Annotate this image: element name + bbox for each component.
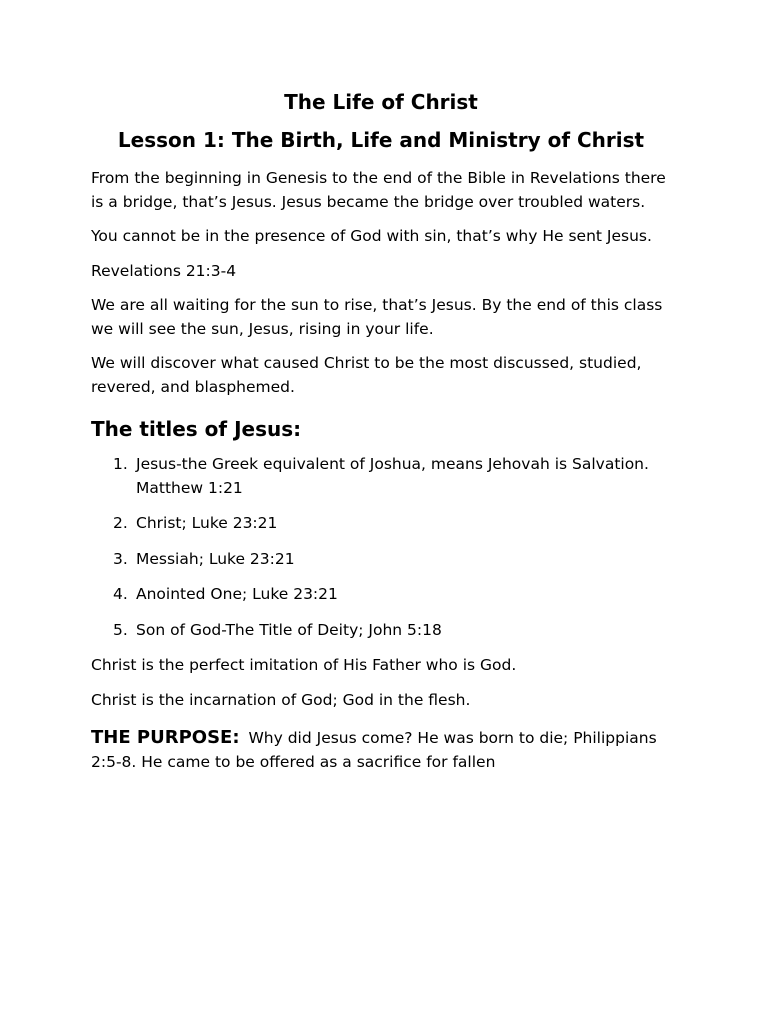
list-item [113, 548, 671, 572]
document-title: The Life of Christ [284, 90, 478, 114]
list-item-text: Son of God-The Title of Deity; John 5:18 [136, 620, 442, 639]
list-item-text: Jesus-the Greek equivalent of Joshua, means Jehovah is Salvation. Matthew 1:21 [136, 455, 649, 497]
purpose-paragraph [91, 726, 671, 774]
list-item-number: 4. [113, 585, 128, 603]
paragraph-bridge: From the beginning in Genesis to the end of the Bible in Revelations there is a bridge, that’s Jesus. Jesus became the bridge over troubled waters. [91, 169, 666, 211]
paragraph-discover: We will discover what caused Christ to be the most discussed, studied, revered, and blasphemed. [91, 354, 642, 396]
lesson-title: Lesson 1: The Birth, Life and Ministry of Christ [117, 128, 645, 152]
list-item-number: 3. [113, 549, 128, 568]
list-item-text: Anointed One; Luke 23:21 [136, 585, 338, 603]
paragraph-scripture-ref: Revelations 21:3-4 [91, 261, 237, 280]
list-item-text: Messiah; Luke 23:21 [136, 549, 295, 568]
purpose-text: Why did Jesus come? He was born to die; Philippians 2:5-8. He came to be offered as a sacrifice for fallen [91, 729, 657, 771]
paragraph-incarnation: Christ is the incarnation of God; God in the flesh. [91, 690, 471, 709]
list-item-number: 1. [113, 455, 128, 473]
list-item [113, 619, 671, 643]
titles-list [91, 453, 671, 642]
purpose-label: THE PURPOSE: [91, 727, 240, 748]
paragraph-presence: You cannot be in the presence of God with sin, that’s why He sent Jesus. [91, 227, 652, 245]
paragraph-imitation: Christ is the perfect imitation of His Father who is God. [91, 656, 517, 674]
list-item [113, 512, 671, 536]
titles-heading: The titles of Jesus: [91, 417, 302, 441]
list-item [113, 583, 671, 607]
list-item-text: Christ; Luke 23:21 [136, 514, 278, 532]
list-item [113, 453, 671, 500]
paragraph-sun: We are all waiting for the sun to rise, that’s Jesus. By the end of this class we will see the sun, Jesus, rising in your life. [91, 296, 663, 338]
document-page [91, 88, 671, 774]
list-item-number: 2. [113, 514, 128, 532]
list-item-number: 5. [113, 620, 128, 639]
